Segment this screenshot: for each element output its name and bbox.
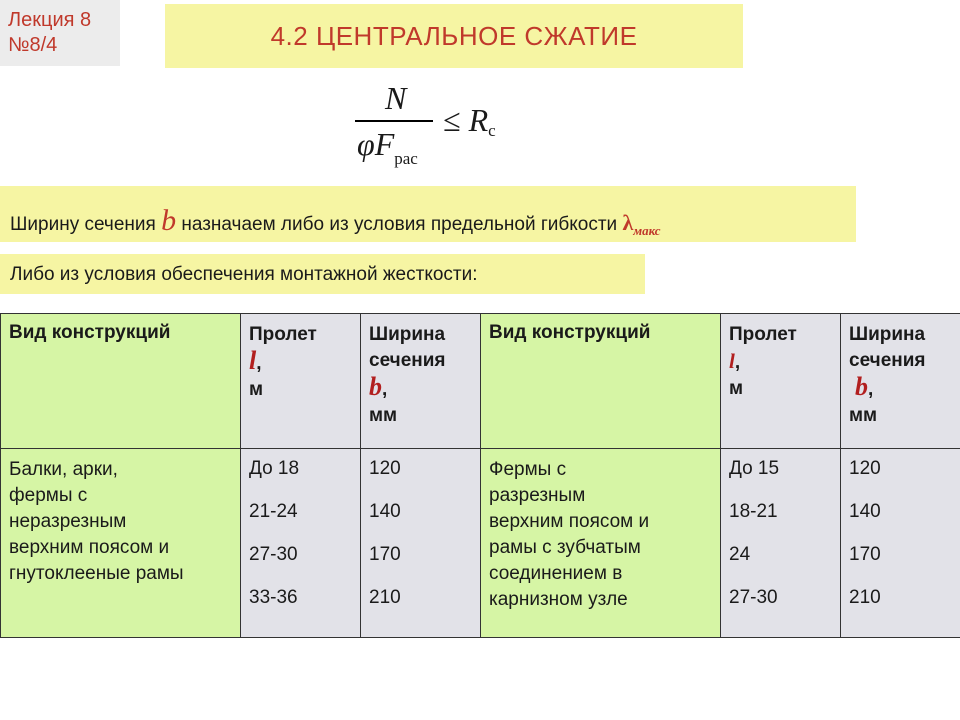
line1-after: назначаем либо из условия предельной гибкости [176, 214, 623, 235]
lambda-main: λ [622, 210, 634, 235]
line2-text: Либо из условия обеспечения монтажной жесткости: [10, 264, 478, 285]
span-label: Пролет [729, 324, 797, 345]
denominator-main: φF [357, 126, 395, 162]
header-width-1: Ширина сечения b, мм [361, 314, 481, 449]
width-unit: мм [369, 405, 398, 426]
header-type-2: Вид конструкций [481, 314, 721, 449]
width-condition-line [0, 186, 856, 242]
type-cell-2: Фермы с разрезным верхним поясом и рамы с зубчатым соединением в карнизном узле [481, 449, 721, 638]
type-cell-1: Балки, арки, фермы с неразрезным верхним поясом и гнутоклееные рамы [1, 449, 241, 638]
width-unit: мм [849, 405, 878, 426]
formula-numerator: N [385, 80, 407, 116]
width-label: Ширина [849, 324, 926, 345]
width-symbol: b [369, 372, 382, 401]
span-unit: м [249, 379, 264, 400]
slide-title-box [165, 4, 743, 68]
lecture-badge [0, 0, 120, 66]
denominator-sub: рас [394, 149, 418, 168]
formula-denominator [357, 126, 418, 168]
rhs-main: R [468, 102, 489, 138]
table-header-row [1, 314, 960, 449]
span-symbol: l [249, 346, 257, 375]
width-label-2: сечения [849, 350, 926, 371]
section-width-table [0, 313, 960, 638]
width-cell-1: 120 140 170 210 [361, 449, 481, 638]
header-span-2: Пролет l, м [721, 314, 841, 449]
header-type-1: Вид конструкций [1, 314, 241, 449]
width-symbol: b [855, 372, 868, 401]
slide-number: №8/4 [8, 34, 58, 56]
slide-title: 4.2 ЦЕНТРАЛЬНОЕ СЖАТИЕ [270, 20, 638, 51]
lecture-number: Лекция 8 [8, 9, 92, 31]
rhs-sub: с [488, 121, 496, 140]
lambda-symbol [622, 210, 661, 238]
span-label: Пролет [249, 324, 317, 345]
width-cell-2: 120 140 170 210 [841, 449, 960, 638]
compression-formula [355, 80, 555, 180]
symbol-b: b [161, 204, 177, 237]
header-width-2: Ширина сечения b, мм [841, 314, 960, 449]
width-label: Ширина [369, 324, 446, 345]
table-row [1, 449, 960, 638]
width-label-2: сечения [369, 350, 446, 371]
span-unit: м [729, 378, 744, 399]
header-span-1: Пролет l, м [241, 314, 361, 449]
span-cell-1: До 18 21-24 27-30 33-36 [241, 449, 361, 638]
stiffness-condition-line [0, 254, 645, 294]
span-symbol: l [729, 349, 735, 373]
fraction-bar [355, 120, 433, 122]
relation-sign: ≤ [443, 102, 461, 138]
formula-rhs [443, 102, 496, 139]
line1-before: Ширину сечения [10, 214, 162, 235]
span-cell-2: До 15 18-21 24 27-30 [721, 449, 841, 638]
lambda-sub: макс [633, 223, 661, 238]
